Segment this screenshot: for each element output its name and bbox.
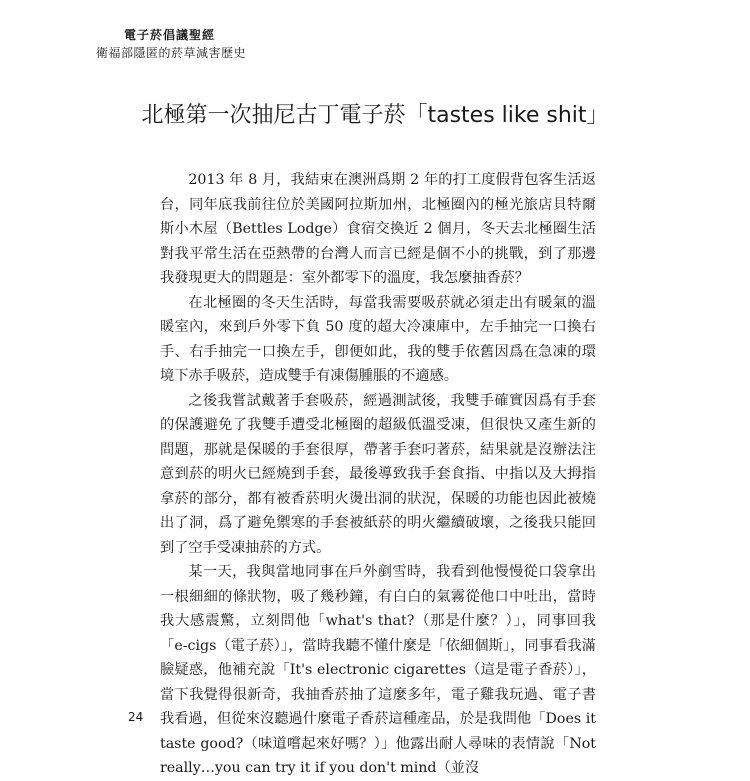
running-head-subtitle: 衛福部隱匿的菸草減害歷史 (96, 46, 247, 60)
page-number: 24 (128, 710, 144, 724)
running-head (96, 26, 246, 62)
body-text (160, 168, 596, 781)
paragraph: 在北極圈的冬天生活時，每當我需要吸菸就必須走出有暖氣的溫暖室內，來到戶外零下負 50 度的超大冷凍庫中，左手抽完一口換右手、右手抽完一口換左手，卽便如此，我的雙手依舊因爲在急凍的環境下赤手吸菸，造成雙手有凍傷腫脹的不適感。 (160, 294, 596, 384)
paragraph: 之後我嘗試戴著手套吸菸，經過測試後，我雙手確實因爲有手套的保護避免了我雙手遭受北極圈的超級低溫受凍，但很快又產生新的問題，那就是保暖的手套很厚，帶著手套叼著菸，結果就是沒辦法注意到菸的明火已經燒到手套，最後導致我手套食指、中指以及大拇指拿菸的部分，都有被香菸明火燙出洞的狀況，保暖的功能也因此被燒出了洞，爲了避免禦寒的手套被紙菸的明火繼續破壞，之後我只能回到了空手受凍抽菸的方式。 (160, 392, 596, 556)
chapter-title: 北極第一次抽尼古丁電子菸「tastes like shit」 (141, 103, 609, 128)
paragraph: 2013 年 8 月，我結束在澳洲爲期 2 年的打工度假背包客生活返台，同年底我前往位於美國阿拉斯加州，北極圈內的極光旅店貝特爾斯小木屋（Bettles Lodge）食宿交換近 2 個月，冬天去北極圈生活對我平常生活在亞熱帶的台灣人而言已經是個不小的挑戰，到了那邊我發現更大的問題是：室外都零下的溫度，我怎麼抽香菸？ (160, 172, 596, 286)
paragraph: 某一天，我與當地同事在戶外剷雪時，我看到他慢慢從口袋拿出一根細細的條狀物，吸了幾秒鐘，有白白的氣霧從他口中吐出，當時我大感震驚，立刻問他「what's that?（那是什麼？）」，同事回我「e-cigs（電子菸）」，當時我聽不懂什麼是「依細個斯」，同事看我滿臉疑惑，他補充說「It's electronic cigarettes（這是電子香菸）」，當下我覺得很新奇，我抽香菸抽了這麼多年，電子雞我玩過、電子書我看過，但從來沒聽過什麼電子香菸這種產品，於是我問他「Does it taste good?（味道嚐起來好嗎？）」他露出耐人尋味的表情說「Not really…you can try it if you don't mind（並沒 (160, 564, 596, 776)
running-head-book-title: 電子菸倡議聖經 (124, 28, 216, 42)
